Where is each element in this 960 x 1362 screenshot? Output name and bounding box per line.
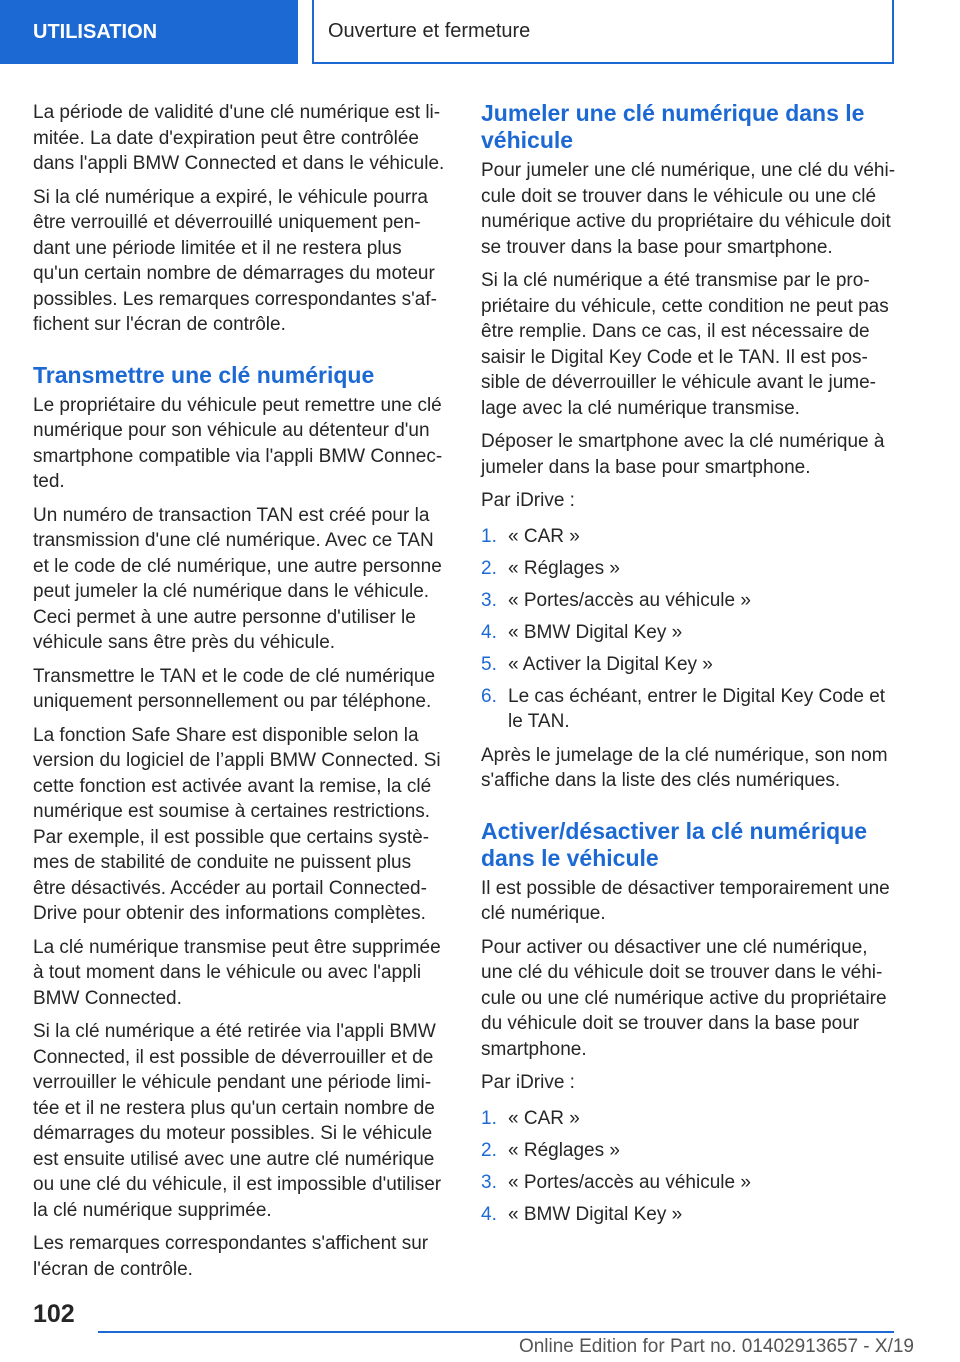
pair-steps-list xyxy=(481,524,895,735)
step-text: « Réglages » xyxy=(508,1139,620,1161)
section-tab: UTILISATION xyxy=(0,0,298,64)
step-number: 6. xyxy=(481,685,497,707)
step-number: 2. xyxy=(481,557,497,579)
paragraph: Après le jumelage de la clé numérique, son nom s'affiche dans la liste des clés numériques. xyxy=(481,744,888,791)
activate-steps-list xyxy=(481,1106,895,1228)
step-text: « Activer la Digital Key » xyxy=(508,653,713,675)
list-item xyxy=(481,524,895,550)
section-heading-pair: Jumeler une clé numérique dans le véhicule xyxy=(481,100,865,153)
list-item xyxy=(481,652,895,678)
footer-edition-text: Online Edition for Part no. 01402913657 - X/19 xyxy=(518,1336,914,1357)
paragraph: Pour activer ou désactiver une clé numérique, une clé du véhicule doit se trouver dans le véhicule ou une clé numérique active du propriétaire du véhicule doit se trouver dans la base pour smartphone. xyxy=(481,936,887,1060)
paragraph: Un numéro de transaction TAN est créé pour la transmission d'une clé numérique. Avec ce TAN et le code de clé numérique, une autre personne peut jumeler la clé numérique dans le véhicule. Ceci permet à une autre personne d'utiliser le véhicule sans être près du véhicule. xyxy=(33,504,442,653)
step-number: 1. xyxy=(481,1107,497,1129)
step-text: « BMW Digital Key » xyxy=(508,1203,683,1225)
step-text: « Portes/accès au véhicule » xyxy=(508,589,751,611)
step-text: « CAR » xyxy=(508,1107,580,1129)
paragraph: Si la clé numérique a été retirée via l'appli BMW Connected, il est possible de déverrouiller et de verrouiller le véhicule pendant une période limitée et il ne restera plus qu'un certain nombre de démarrages du moteur possibles. Si le véhicule est ensuite utilisé avec une autre clé numérique ou une clé du véhicule, il est impossible d'utiliser la clé numérique supprimée. xyxy=(33,1021,442,1221)
section-heading-activate: Activer/désactiver la clé numérique dans le véhicule xyxy=(481,817,868,871)
list-item xyxy=(481,620,895,646)
paragraph: Pour jumeler une clé numérique, une clé du véhicule doit se trouver dans le véhicule ou une clé numérique active du propriétaire du véhicule doit se trouver dans la base pour smartphone. xyxy=(481,160,896,258)
paragraph: Déposer le smartphone avec la clé numérique à jumeler dans la base pour smartphone. xyxy=(481,431,885,478)
paragraph: Par iDrive : xyxy=(481,1072,575,1093)
step-text: « Portes/accès au véhicule » xyxy=(508,1171,751,1193)
paragraph: Si la clé numérique a été transmise par le propriétaire du véhicule, cette condition ne peut pas être remplie. Dans ce cas, il est nécessaire de saisir le Digital Key Code et le TAN. Il est possible de déverrouiller le véhicule avant le jumelage avec la clé numérique transmise. xyxy=(481,270,889,419)
page-header-title: Ouverture et fermeture xyxy=(312,0,894,64)
step-text: Le cas échéant, entrer le Digital Key Code et le TAN. xyxy=(508,685,886,732)
paragraph: Le propriétaire du véhicule peut remettre une clé numérique pour son véhicule au détenteur d'un smartphone compatible via l'appli BMW Connected. xyxy=(33,394,443,492)
step-text: « BMW Digital Key » xyxy=(508,621,683,643)
list-item xyxy=(481,1170,895,1196)
paragraph: Transmettre le TAN et le code de clé numérique uniquement personnellement ou par téléphone. xyxy=(33,665,436,712)
footer-divider xyxy=(98,1331,894,1333)
paragraph: La période de validité d'une clé numérique est limitée. La date d'expiration peut être contrôlée dans l'appli BMW Connected et dans le véhicule. xyxy=(33,102,445,174)
step-number: 3. xyxy=(481,589,497,611)
step-text: « CAR » xyxy=(508,525,580,547)
step-number: 4. xyxy=(481,1203,497,1225)
paragraph: Par iDrive : xyxy=(481,490,575,511)
list-item xyxy=(481,684,895,735)
step-number: 3. xyxy=(481,1171,497,1193)
paragraph: Les remarques correspondantes s'affichent sur l'écran de contrôle. xyxy=(33,1233,429,1280)
list-item xyxy=(481,1202,895,1228)
paragraph: Si la clé numérique a expiré, le véhicule pourra être verrouillé et déverrouillé uniquement pendant une période limitée et il ne restera plus qu'un certain nombre de démarrages du moteur possibles. Les remarques correspondantes s'affichent sur l'écran de contrôle. xyxy=(33,186,437,335)
step-number: 5. xyxy=(481,653,497,675)
step-number: 1. xyxy=(481,525,497,547)
paragraph: La clé numérique transmise peut être supprimée à tout moment dans le véhicule ou avec l'appli BMW Connected. xyxy=(33,936,441,1009)
page-number: 102 xyxy=(33,1300,75,1328)
list-item xyxy=(481,588,895,614)
step-number: 4. xyxy=(481,621,497,643)
list-item xyxy=(481,556,895,582)
step-text: « Réglages » xyxy=(508,557,620,579)
left-column xyxy=(33,100,447,1290)
step-number: 2. xyxy=(481,1139,497,1161)
paragraph: Il est possible de désactiver temporairement une clé numérique. xyxy=(481,877,890,924)
list-item xyxy=(481,1106,895,1132)
list-item xyxy=(481,1138,895,1164)
paragraph: La fonction Safe Share est disponible selon la version du logiciel de l’appli BMW Connected. Si cette fonction est activée avant la remise, la clé numérique est soumise à certaines restrictions. Par exemple, il est possible que certains systèmes de stabilité de conduite ne puissent plus être désactivés. Accéder au portail ConnectedDrive pour obtenir des informations complètes. xyxy=(33,724,441,924)
section-heading-transmit: Transmettre une clé numérique xyxy=(33,361,375,388)
right-column xyxy=(481,100,895,1235)
